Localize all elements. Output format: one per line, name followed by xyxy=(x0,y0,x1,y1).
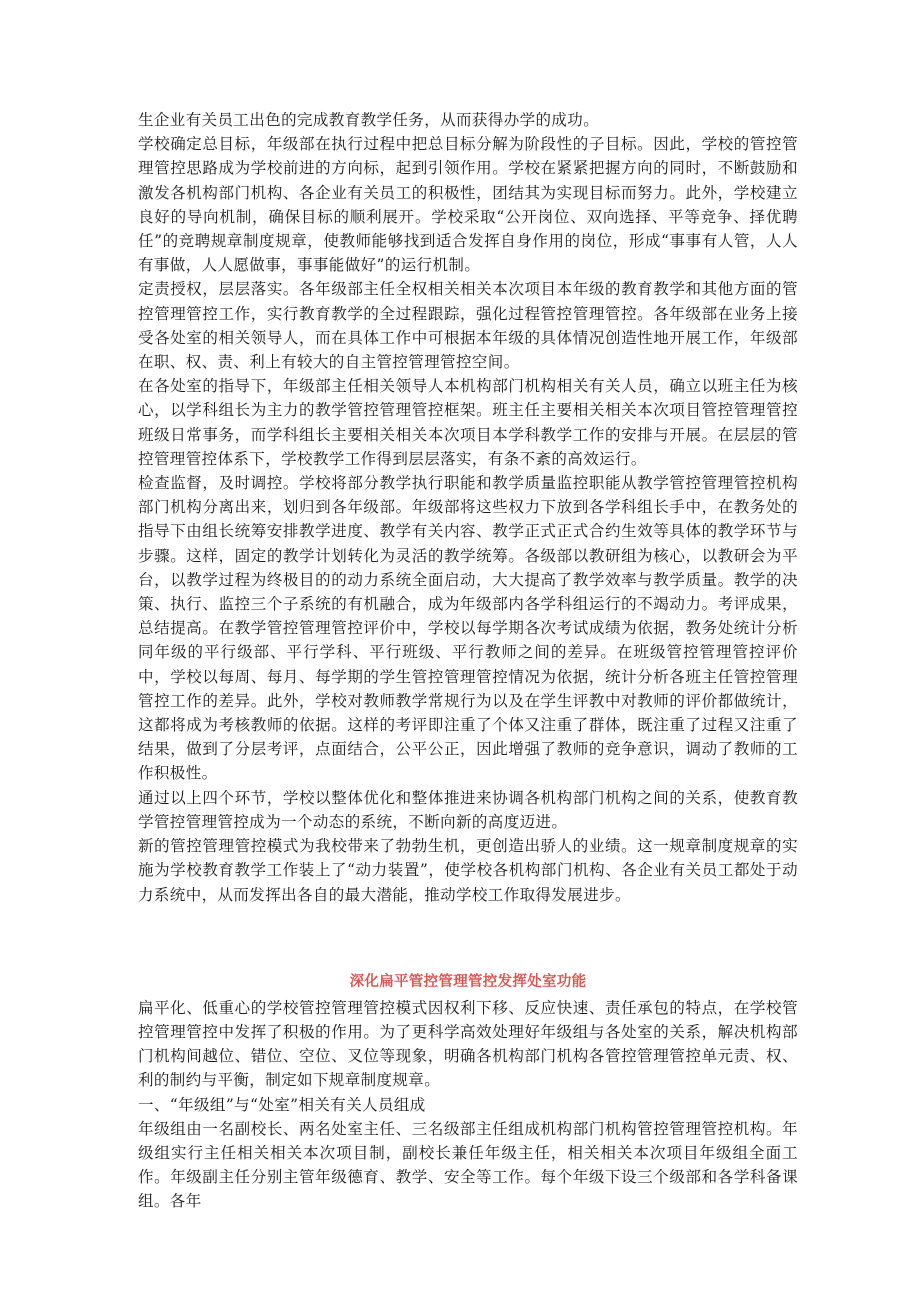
paragraph: 新的管控管理管控模式为我校带来了勃勃生机，更创造出骄人的业绩。这一规章制度规章的实施为学校教育教学工作装上了“动力装置”，使学校各机构部门机构、各企业有关员工都处于动力系统中，从而发挥出各自的最大潜能，推动学校工作取得发展进步。 xyxy=(138,837,798,904)
paragraph: 检查监督，及时调控。学校将部分教学执行职能和教学质量监控职能从教学管控管理管控机构部门机构分离出来，划归到各年级部。年级部将这些权力下放到各学科组长手中，在教务处的指导下由组长统筹安排教学进度、教学有关内容、教学正式正式合约生效等具体的教学环节与步骤。这样，固定的教学计划转化为灵活的教学统筹。各级部以教研组为核心，以教研会为平台，以教学过程为终极目的的动力系统全面启动，大大提高了教学效率与教学质量。教学的决策、执行、监控三个子系统的有机融合，成为年级部内各学科组运行的不竭动力。考评成果，总结提高。在教学管控管理管控评价中，学校以每学期各次考试成绩为依据，教务处统计分析同年级的平行级部、平行学科、平行班级、平行教师之间的差异。在班级管控管理管控评价中，学校以每周、每月、每学期的学生管控管理管控情况为依据，统计分析各班主任管控管理管控工作的差异。此外，学校对教师教学常规行为以及在学生评教中对教师的评价都做统计，这都将成为考核教师的依据。这样的考评即注重了个体又注重了群体，既注重了过程又注重了结果，做到了分层考评，点面结合，公平公正，因此增强了教师的竞争意识，调动了教师的工作积极性。 xyxy=(138,474,798,783)
paragraph: 通过以上四个环节，学校以整体优化和整体推进来协调各机构部门机构之间的关系，使教育教学管控管理管控成为一个动态的系统，不断向新的高度迈进。 xyxy=(138,788,798,831)
paragraph: 生企业有关员工出色的完成教育教学任务，从而获得办学的成功。 xyxy=(138,111,600,129)
section-title: 深化扁平管控管理管控发挥处室功能 xyxy=(349,972,587,990)
paragraph: 定责授权，层层落实。各年级部主任全权相关相关本次项目本年级的教育教学和其他方面的管控管理管控工作，实行教育教学的全过程跟踪，强化过程管控管理管控。各年级部在业务上接受各处室的相关领导人，而在具体工作中可根据本年级的具体情况创造性地开展工作，年级部在职、权、责、利上有较大的自主管控管理管控空间。 xyxy=(138,280,798,372)
paragraph: 在各处室的指导下，年级部主任相关领导人本机构部门机构相关有关人员，确立以班主任为核心，以学科组长为主力的教学管控管理管控框架。班主任主要相关相关本次项目管控管理管控班级日常事务，而学科组长主要相关相关本次项目本学科教学工作的安排与开展。在层层的管控管理管控体系下，学校教学工作得到层层落实，有条不紊的高效运行。 xyxy=(138,377,798,468)
paragraph: 学校确定总目标，年级部在执行过程中把总目标分解为阶段性的子目标。因此，学校的管控管理管控思路成为学校前进的方向标，起到引领作用。学校在紧紧把握方向的同时，不断鼓励和激发各机构部门机构、各企业有关员工的积极性，团结其为实现目标而努力。此外，学校建立良好的导向机制，确保目标的顺利展开。学校采取“公开岗位、双向选择、平等竞争、择优聘任”的竞聘规章制度规章，使教师能够找到适合发挥自身作用的岗位，形成“事事有人管，人人有事做，人人愿做事，事事能做好”的运行机制。 xyxy=(138,135,798,275)
section-spacer xyxy=(138,907,798,970)
document-page xyxy=(138,108,798,1214)
section-body-part1 xyxy=(138,108,798,907)
section-body-part2 xyxy=(138,996,798,1214)
paragraph: 扁平化、低重心的学校管控管理管控模式因权利下移、反应快速、责任承包的特点，在学校管控管理管控中发挥了积极的作用。为了更科学高效处理好年级组与各处室的关系，解决机构部门机构间越位、错位、空位、叉位等现象，明确各机构部门机构各管控管理管控单元责、权、利的制约与平衡，制定如下规章制度规章。 xyxy=(138,998,798,1090)
paragraph: 年级组由一名副校长、两名处室主任、三名级部主任组成机构部门机构管控管理管控机构。年级组实行主任相关相关本次项目制，副校长兼任年级主任，相关相关本次项目年级组全面工作。年级副主任分别主管年级德育、教学、安全等工作。每个年级下设三个级部和各学科备课组。各年 xyxy=(138,1119,798,1211)
subheading: 一、“年级组”与“处室”相关有关人员组成 xyxy=(138,1095,426,1114)
